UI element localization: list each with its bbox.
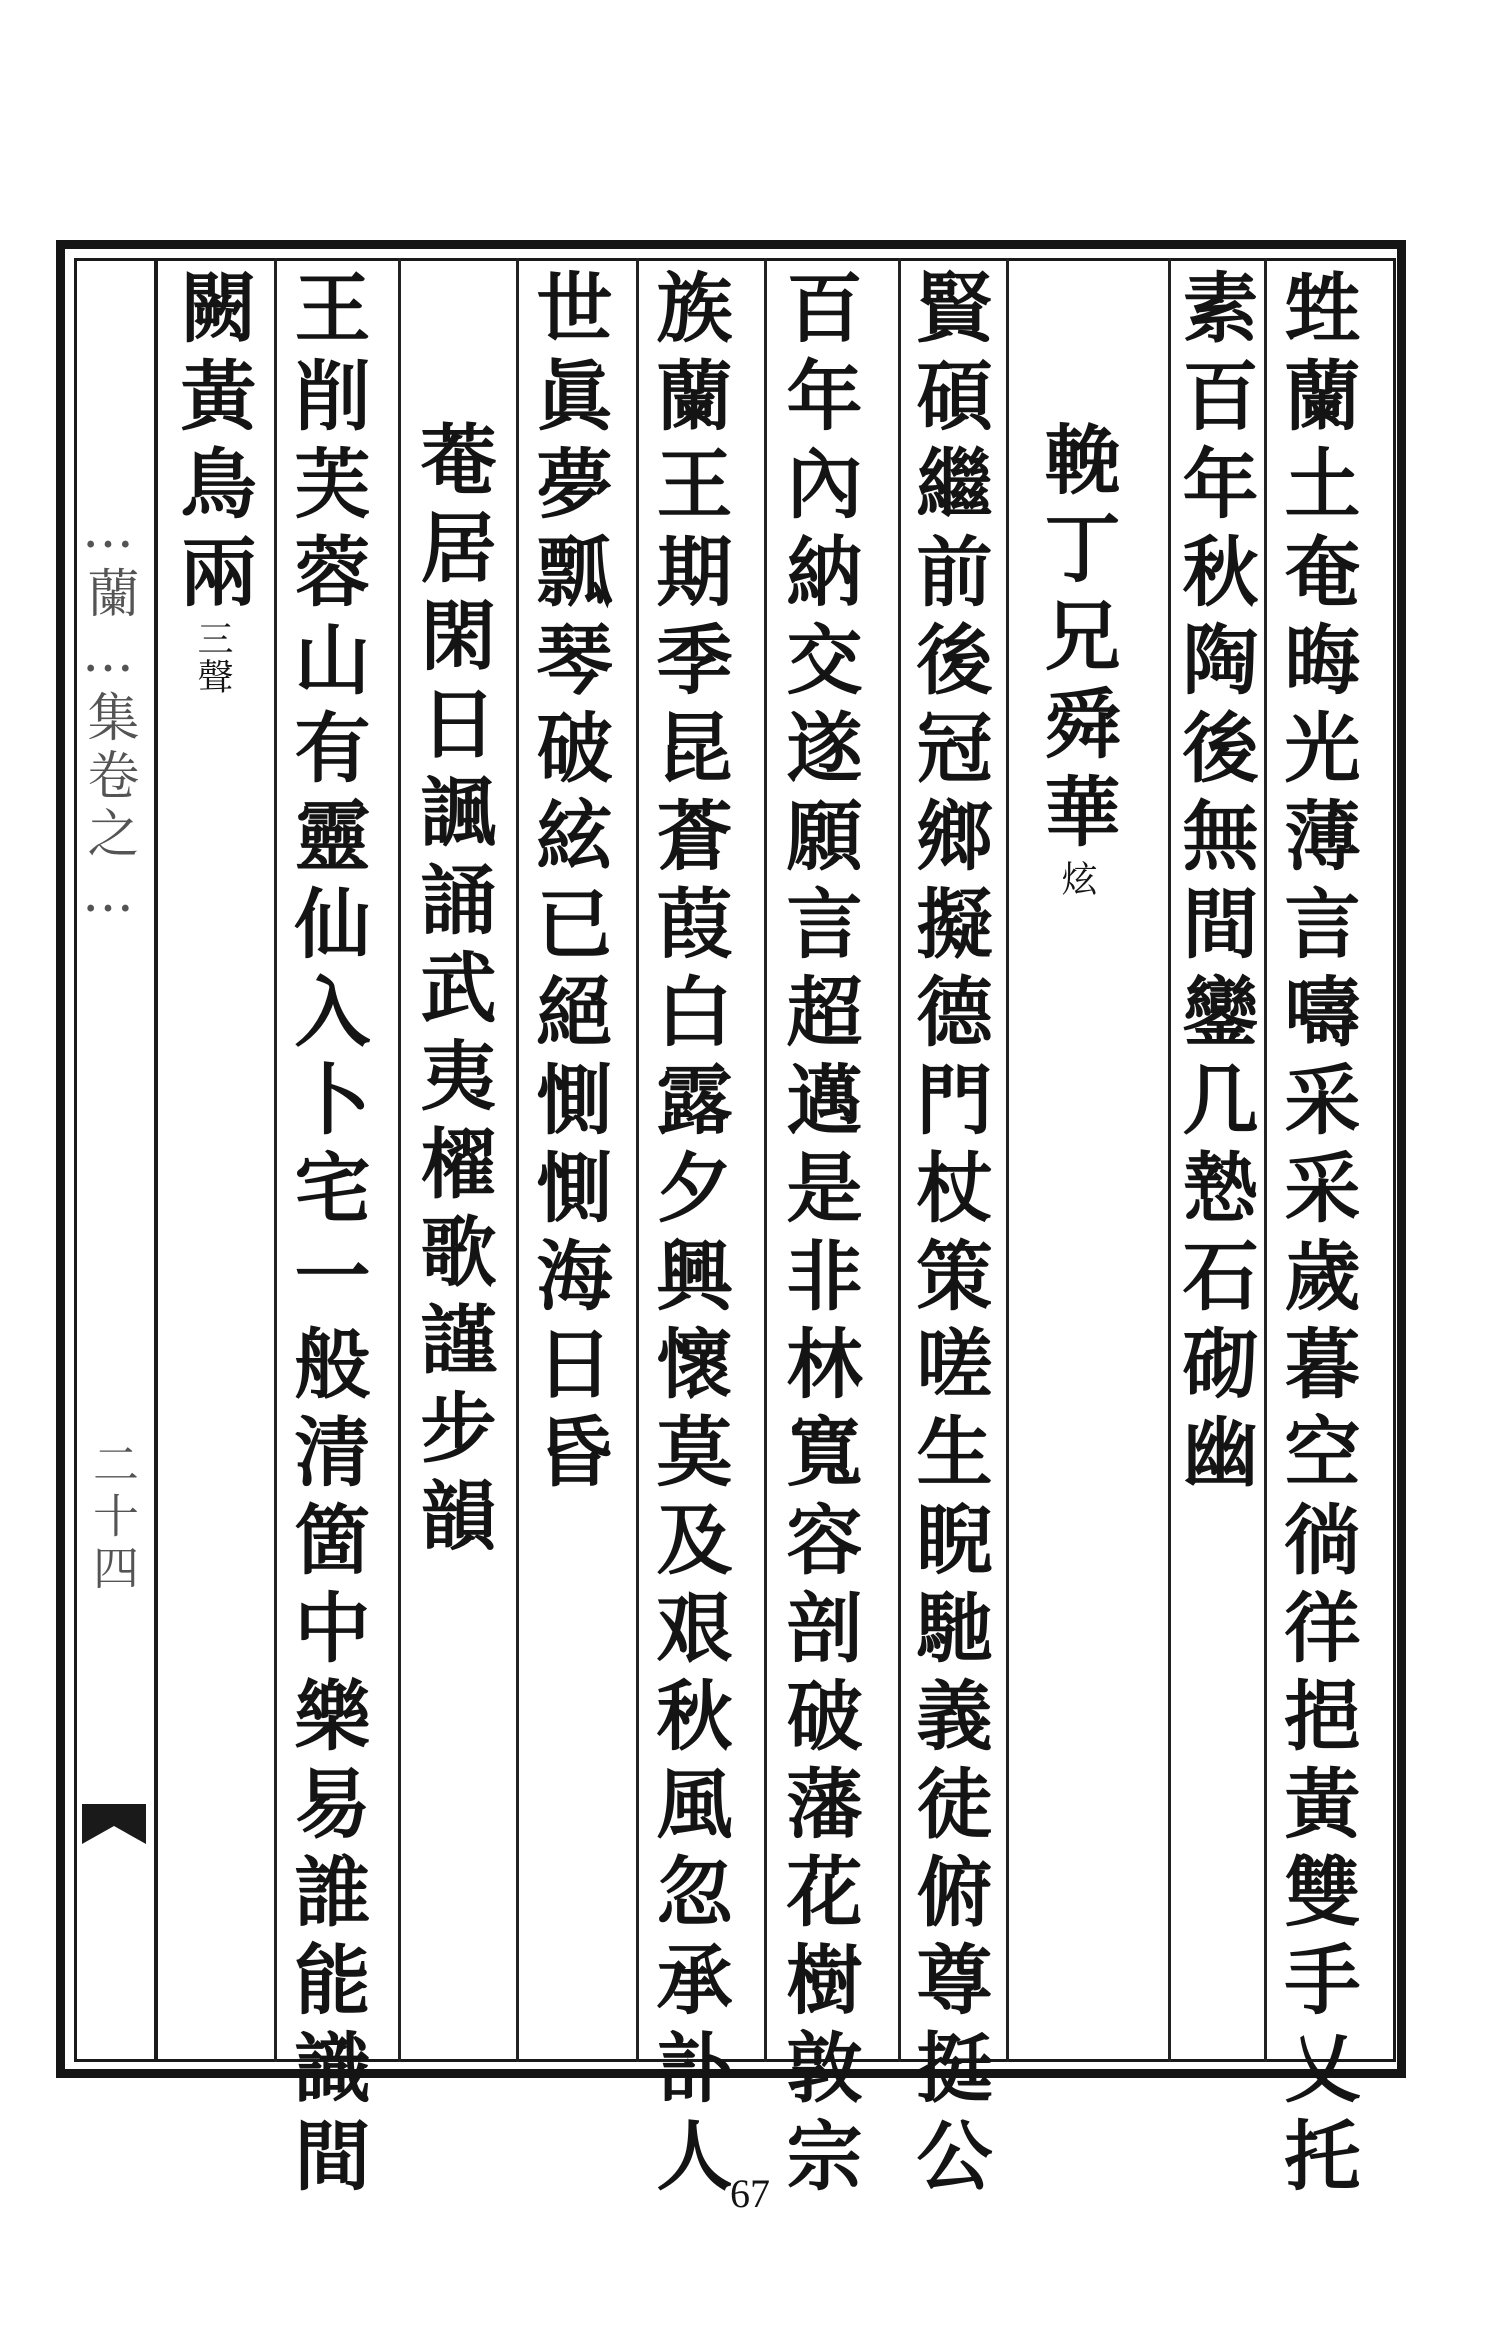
text-column-2: 素百年秋陶後無間鑾几慹石砌幽 <box>1170 268 1259 1500</box>
poem-title: 輓丁兄舜華 <box>1032 420 1121 860</box>
column-rule <box>1006 258 1009 2062</box>
text-column-4: 賢碩繼前後冠鄉擬德門杖策嗟生睨馳義徒俯尊挺公 <box>904 268 993 2204</box>
column-rule <box>398 258 401 2062</box>
column-rule <box>764 258 767 2062</box>
column-rule <box>1264 258 1267 2062</box>
center-strip-title: …蘭…集卷之… <box>78 500 138 930</box>
column-rule <box>636 258 639 2062</box>
page-number: 67 <box>730 2171 770 2216</box>
interlinear-note: 炫 <box>1056 860 1097 898</box>
text-column-9: 王削芙蓉山有靈仙入卜宅一般清箇中樂易誰能識間 <box>282 268 371 2204</box>
text-column-6: 族蘭王期季昆蒼葭白露夕興懷莫及艰秋風忽承訃人 <box>644 268 733 2204</box>
interlinear-note: 三聲 <box>192 620 233 696</box>
text-column-1: 甡蘭土奄晦光薄言嚋采采歲暮空徜徉挹黃雙手乂托 <box>1272 268 1361 2204</box>
text-column-3-title <box>1028 420 1124 898</box>
column-rule <box>516 258 519 2062</box>
text-column-5: 百年內納交遂願言超邁是非林寬容剖破藩花樹敦宗 <box>774 268 863 2204</box>
column-rule <box>274 258 277 2062</box>
text-column-10 <box>164 268 260 696</box>
text-column-8-title: 菴居閑日諷誦武夷櫂歌謹步韻 <box>408 420 497 1564</box>
center-strip-leaf-number: 二十四 <box>86 1440 140 1596</box>
column-10-text: 闕黃鳥兩 <box>168 268 257 620</box>
text-column-7: 世眞夢瓢琴破絃已絕惻惻海日昏 <box>524 268 613 1500</box>
fishtail-mark-icon <box>80 1800 148 1848</box>
